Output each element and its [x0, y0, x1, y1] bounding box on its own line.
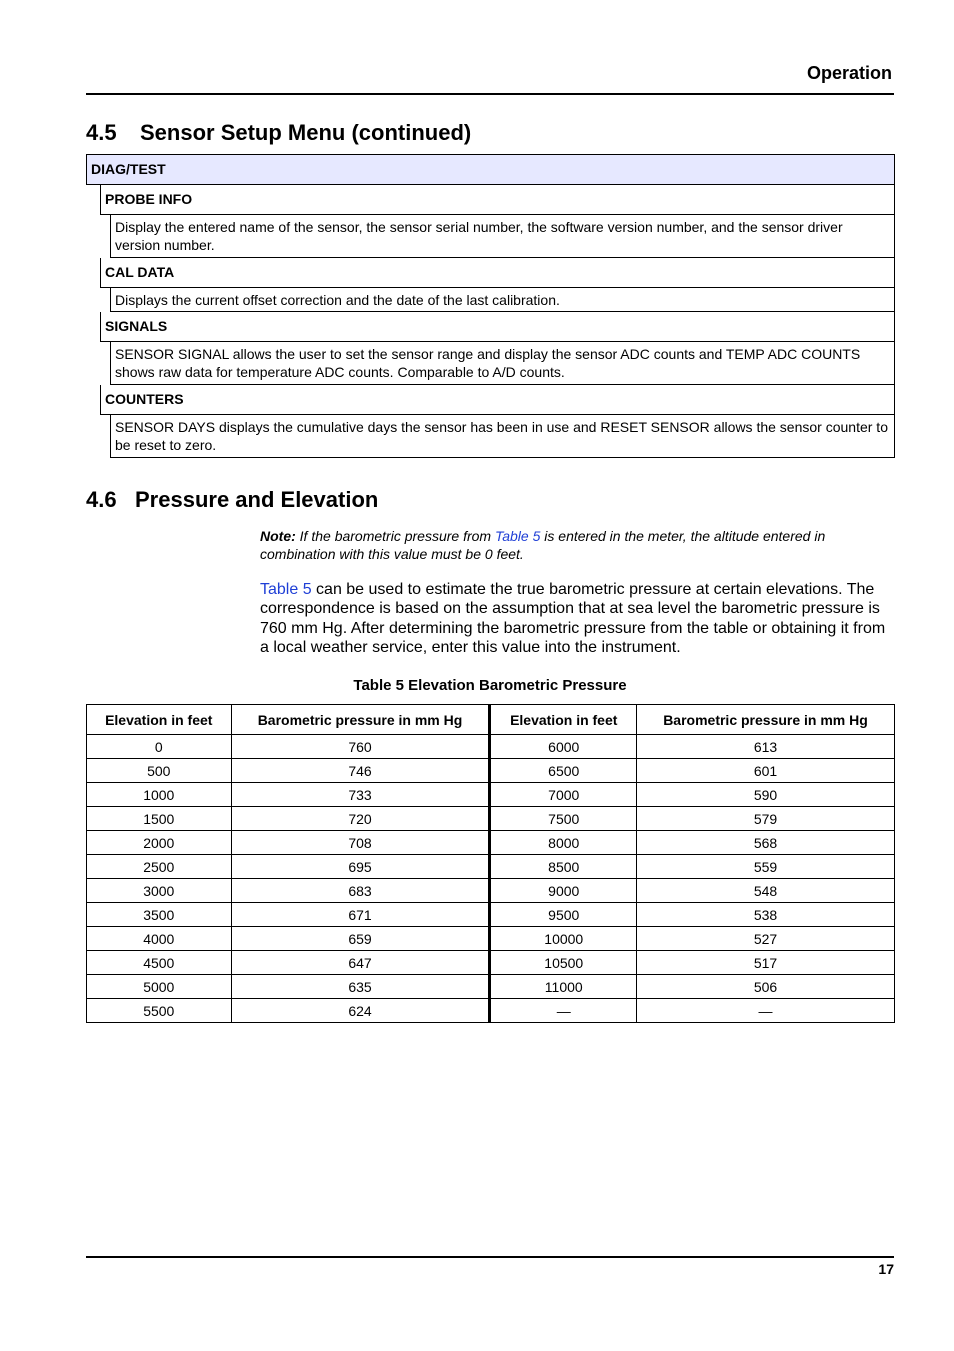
table-cell: 1000 [87, 783, 232, 807]
table-cell: 4000 [87, 927, 232, 951]
table-cell: 671 [231, 903, 490, 927]
menu-item-counters: COUNTERS [100, 385, 895, 415]
header-rule [86, 93, 894, 95]
table-cell: 6500 [490, 759, 637, 783]
table-cell: 695 [231, 855, 490, 879]
table-cell: 10000 [490, 927, 637, 951]
table-row [87, 903, 895, 927]
table-cell: 624 [231, 999, 490, 1023]
table-cell: 590 [637, 783, 895, 807]
table-row [87, 759, 895, 783]
table-row [87, 807, 895, 831]
table-cell: 2000 [87, 831, 232, 855]
table-cell: 5000 [87, 975, 232, 999]
table-row [87, 735, 895, 759]
footer-rule [86, 1256, 894, 1258]
menu-structure-table [86, 154, 895, 458]
table-row [87, 927, 895, 951]
table-row [87, 951, 895, 975]
table-cell: 559 [637, 855, 895, 879]
table-row [87, 783, 895, 807]
table-cell: — [637, 999, 895, 1023]
table-row [87, 879, 895, 903]
table-cell: 548 [637, 879, 895, 903]
elevation-pressure-table [86, 704, 895, 1023]
table-cell: — [490, 999, 637, 1023]
table-row [87, 855, 895, 879]
table-cell: 659 [231, 927, 490, 951]
note-label: Note: [260, 528, 296, 544]
section-4-5-heading [86, 120, 471, 146]
table-cell: 7500 [490, 807, 637, 831]
table-cell: 720 [231, 807, 490, 831]
section-title: Pressure and Elevation [135, 487, 379, 512]
column-header: Elevation in feet [87, 705, 232, 735]
table-cell: 7000 [490, 783, 637, 807]
table-cell: 613 [637, 735, 895, 759]
menu-desc-counters: SENSOR DAYS displays the cumulative days the sensor has been in use and RESET SENSOR allows the sensor counter to be reset to zero. [110, 415, 895, 458]
column-header: Barometric pressure in mm Hg [231, 705, 490, 735]
section-number: 4.5 [86, 120, 117, 145]
running-header: Operation [806, 63, 892, 83]
table-cell: 683 [231, 879, 490, 903]
menu-item-signals: SIGNALS [100, 312, 895, 342]
table-cell: 2500 [87, 855, 232, 879]
table-header-row [87, 705, 895, 735]
body-paragraph [260, 580, 895, 657]
section-title: Sensor Setup Menu (continued) [140, 120, 472, 145]
section-4-6-heading [86, 487, 378, 513]
note-text-before: If the barometric pressure from [295, 528, 495, 544]
column-header: Elevation in feet [490, 705, 637, 735]
table-cell: 0 [87, 735, 232, 759]
table-cell: 527 [637, 927, 895, 951]
table-cell: 8000 [490, 831, 637, 855]
table-cell: 11000 [490, 975, 637, 999]
table-cell: 733 [231, 783, 490, 807]
table-cell: 635 [231, 975, 490, 999]
table-5-link[interactable]: Table 5 [260, 581, 312, 598]
note-text-after: is entered in the meter, the altitude entered in combination with this value must be 0 feet. [260, 528, 826, 562]
table-cell: 500 [87, 759, 232, 783]
note [260, 527, 890, 563]
table-row [87, 831, 895, 855]
table-cell: 9000 [490, 879, 637, 903]
column-header: Barometric pressure in mm Hg [637, 705, 895, 735]
menu-desc-cal-data: Displays the current offset correction and the date of the last calibration. [110, 288, 895, 312]
table-cell: 4500 [87, 951, 232, 975]
table-cell: 568 [637, 831, 895, 855]
table-cell: 1500 [87, 807, 232, 831]
table-cell: 3500 [87, 903, 232, 927]
menu-item-probe-info: PROBE INFO [100, 185, 895, 215]
table-cell: 9500 [490, 903, 637, 927]
paragraph-text: can be used to estimate the true barometric pressure at certain elevations. The correspondence is based on the assumption that at sea level the barometric pressure is 760 mm Hg. After determining the barometric pressure from the table or obtaining it from a local weather service, enter this value into the instrument. [260, 581, 886, 656]
section-number: 4.6 [86, 487, 117, 512]
table-cell: 506 [637, 975, 895, 999]
table-row [87, 975, 895, 999]
table-cell: 647 [231, 951, 490, 975]
page-number: 17 [878, 1261, 894, 1277]
table-cell: 3000 [87, 879, 232, 903]
menu-desc-probe-info: Display the entered name of the sensor, the sensor serial number, the software version number, and the sensor driver version number. [110, 215, 895, 258]
table-cell: 538 [637, 903, 895, 927]
table-caption: Table 5 Elevation Barometric Pressure [353, 677, 627, 694]
menu-desc-signals: SENSOR SIGNAL allows the user to set the sensor range and display the sensor ADC counts and TEMP ADC COUNTS shows raw data for temperature ADC counts. Comparable to A/D counts. [110, 342, 895, 385]
table-cell: 8500 [490, 855, 637, 879]
table-cell: 517 [637, 951, 895, 975]
table-cell: 601 [637, 759, 895, 783]
menu-item-cal-data: CAL DATA [100, 258, 895, 288]
table-5-link[interactable]: Table 5 [494, 528, 541, 544]
table-cell: 760 [231, 735, 490, 759]
table-cell: 708 [231, 831, 490, 855]
table-cell: 746 [231, 759, 490, 783]
table-cell: 5500 [87, 999, 232, 1023]
table-cell: 579 [637, 807, 895, 831]
table-cell: 6000 [490, 735, 637, 759]
menu-root-diag-test: DIAG/TEST [86, 154, 895, 185]
table-cell: 10500 [490, 951, 637, 975]
table-row [87, 999, 895, 1023]
